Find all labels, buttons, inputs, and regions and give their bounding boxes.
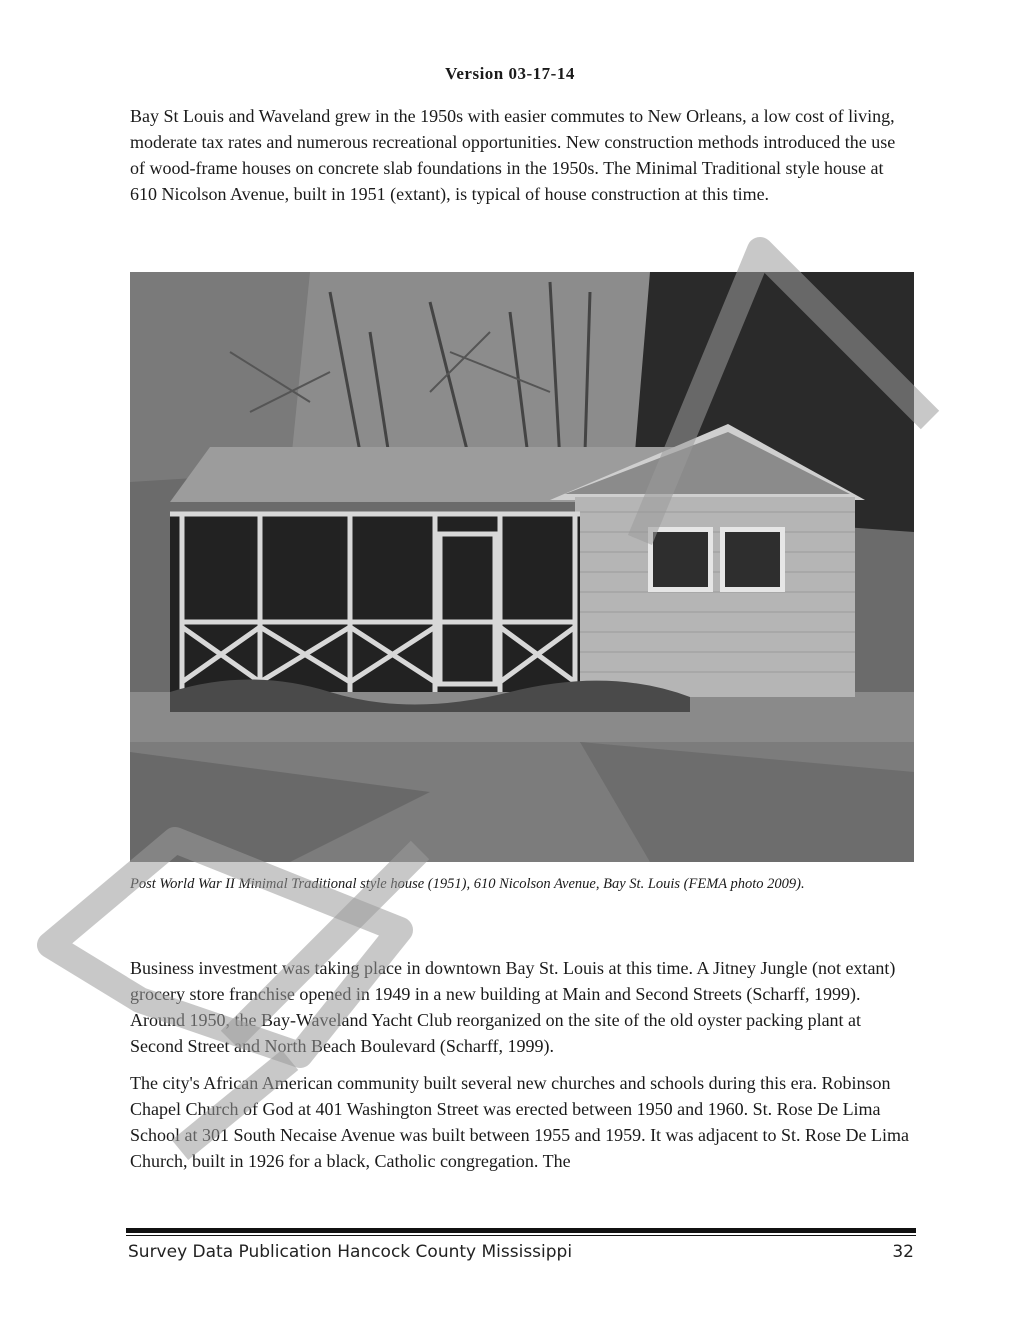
- paragraph-3: The city's African American community built several new churches and schools during this era. Robinson Chapel Church of God at 401 Washington Street was erected between 1950 and 1960. St. Rose De Lima School at 301 South Necaise Avenue was built between 1955 and 1959. It was adjacent to St. Rose De Lima Church, built in 1926 for a black, Catholic congregation. The: [130, 1073, 910, 1171]
- house-photo: [130, 272, 914, 862]
- footer-publication: Survey Data Publication Hancock County Mississippi: [128, 1242, 573, 1262]
- paragraph-2: Business investment was taking place in downtown Bay St. Louis at this time. A Jitney Jungle (not extant) grocery store franchise opened in 1949 in a new building at Main and Second Streets (Scharff, 1999). Around 1950, the Bay-Waveland Yacht Club reorganized on the site of the old oyster packing plant at Second Street and North Beach Boulevard (Scharff, 1999).: [130, 958, 896, 1056]
- figure-caption: Post World War II Minimal Traditional style house (1951), 610 Nicolson Avenue, Bay St. Louis (FEMA photo 2009).: [130, 876, 805, 892]
- paragraph-1: Bay St Louis and Waveland grew in the 1950s with easier commutes to New Orleans, a low cost of living, moderate tax rates and numerous recreational opportunities. New construction methods introduced the use of wood-frame houses on concrete slab foundations in the 1950s. The Minimal Traditional style house at 610 Nicolson Avenue, built in 1951 (extant), is typical of house construction at this time.: [130, 106, 896, 204]
- footer-page-number: 32: [892, 1242, 914, 1262]
- footer-rule: [126, 1228, 916, 1233]
- version-header: Version 03-17-14: [445, 64, 575, 83]
- footer-rule-thin: [126, 1235, 916, 1236]
